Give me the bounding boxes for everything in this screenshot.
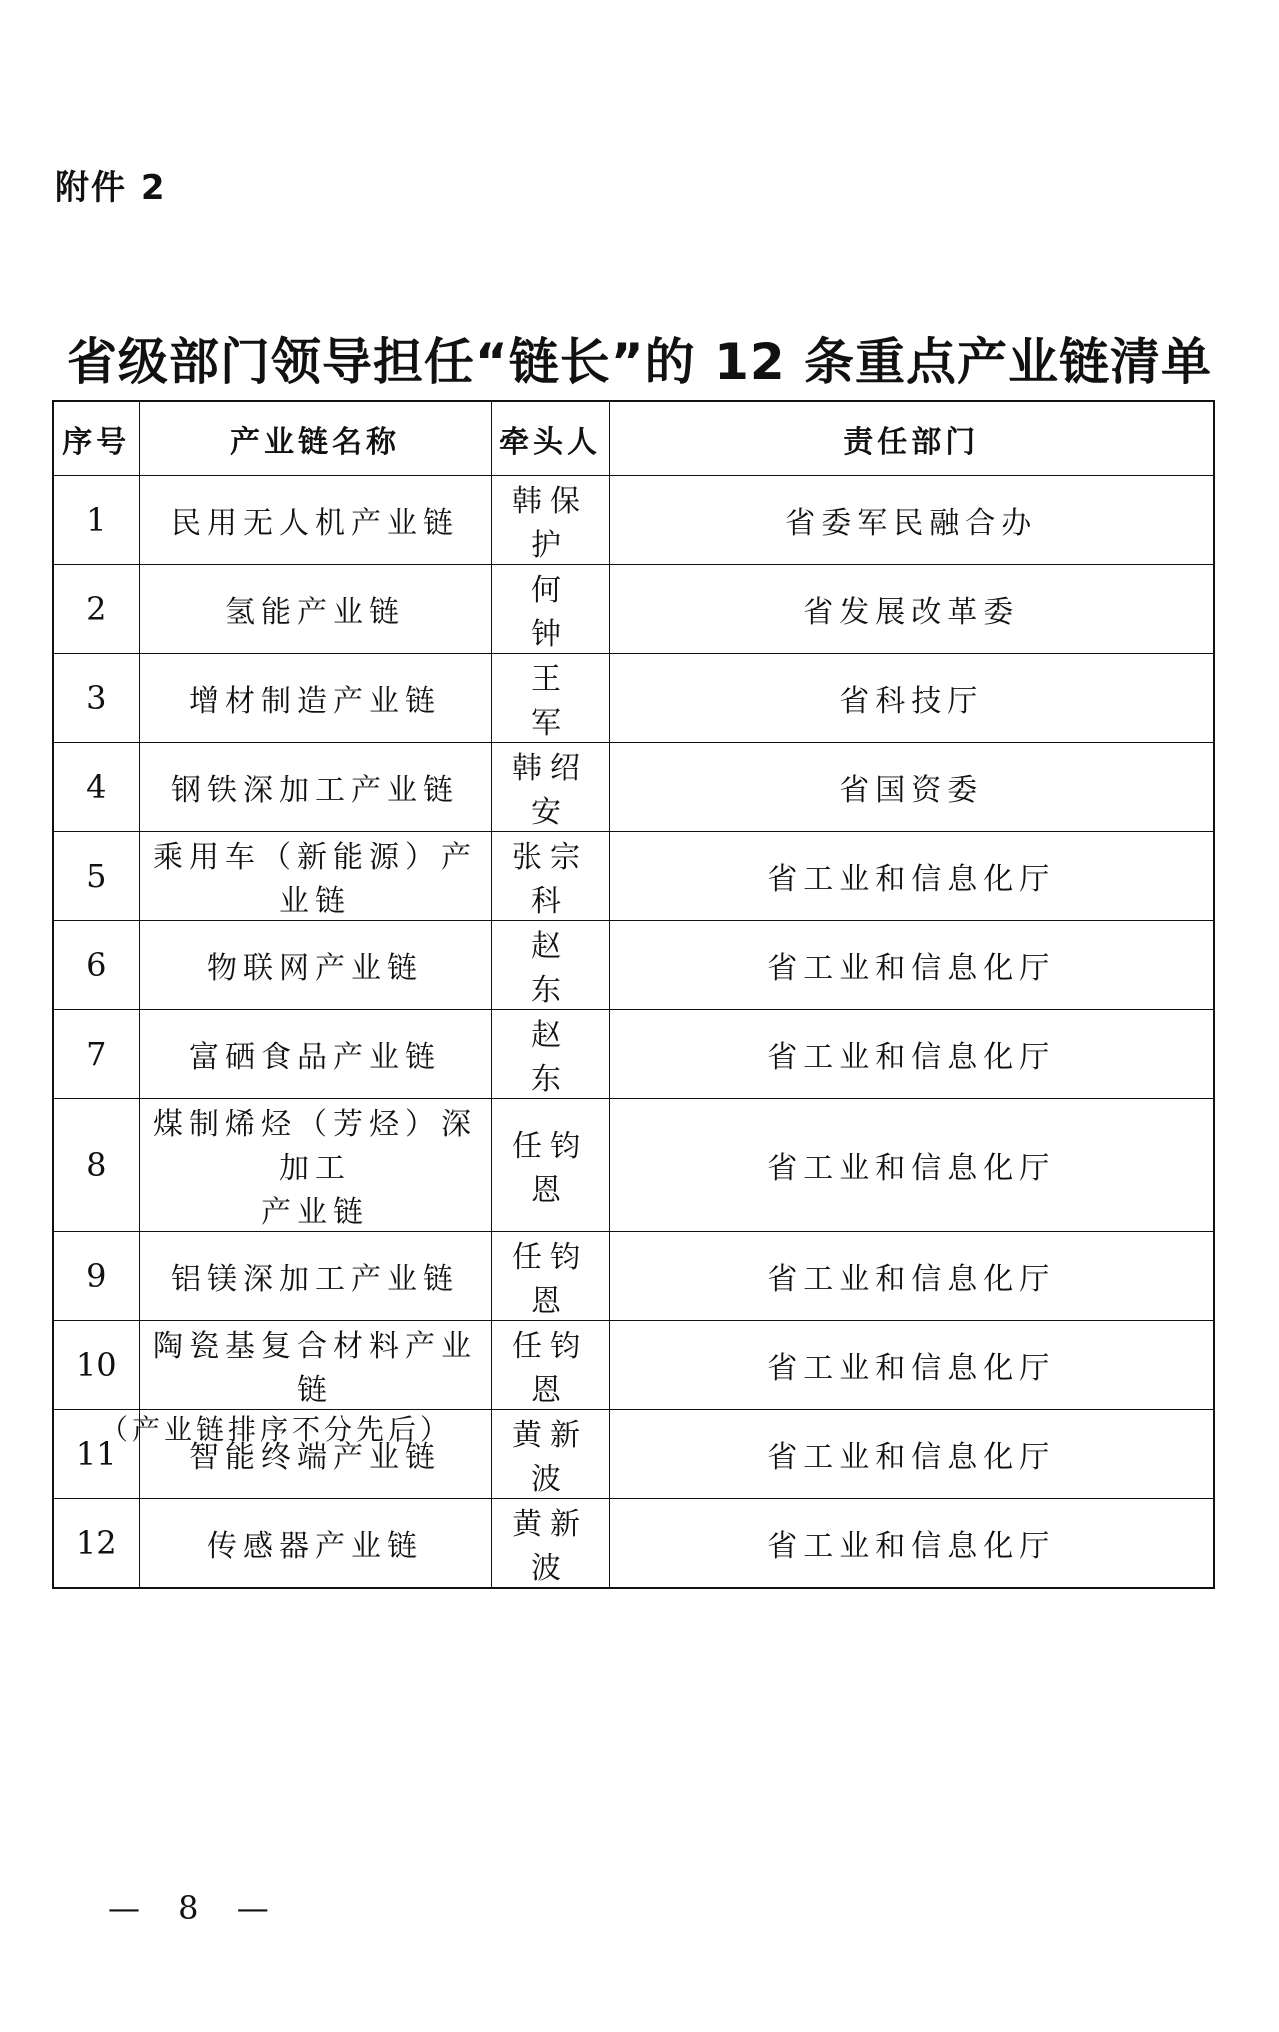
row-department: 省国资委	[609, 743, 1214, 832]
header-chain-name: 产业链名称	[139, 401, 491, 476]
row-seq: 1	[53, 476, 139, 565]
row-lead: 张宗科	[491, 832, 609, 921]
row-lead: 赵 东	[491, 1010, 609, 1099]
row-lead: 韩保护	[491, 476, 609, 565]
row-department: 省发展改革委	[609, 565, 1214, 654]
row-seq: 6	[53, 921, 139, 1010]
row-chain-name-line1: 煤制烯烃（芳烃）深加工	[153, 1107, 477, 1186]
table-row	[53, 654, 1214, 743]
page-number: — 8 —	[108, 1889, 283, 1927]
row-seq: 7	[53, 1010, 139, 1099]
row-chain-name: 氢能产业链	[139, 565, 491, 654]
table-row	[53, 1499, 1214, 1589]
row-chain-name: 铝镁深加工产业链	[139, 1232, 491, 1321]
row-chain-name: 乘用车（新能源）产业链	[139, 832, 491, 921]
row-chain-name: 陶瓷基复合材料产业链	[139, 1321, 491, 1410]
document-title: 省级部门领导担任“链长”的 12 条重点产业链清单	[66, 333, 1213, 391]
header-department: 责任部门	[609, 401, 1214, 476]
ordering-note: （产业链排序不分先后）	[100, 1413, 453, 1446]
row-seq: 9	[53, 1232, 139, 1321]
table-row	[53, 921, 1214, 1010]
row-lead: 任钧恩	[491, 1099, 609, 1232]
table-row	[53, 832, 1214, 921]
row-department: 省委军民融合办	[609, 476, 1214, 565]
row-seq: 2	[53, 565, 139, 654]
row-seq: 5	[53, 832, 139, 921]
row-chain-name-line2: 产业链	[261, 1195, 369, 1230]
row-department: 省工业和信息化厅	[609, 1099, 1214, 1232]
table-row	[53, 476, 1214, 565]
row-lead: 韩绍安	[491, 743, 609, 832]
row-chain-name: 钢铁深加工产业链	[139, 743, 491, 832]
row-department: 省工业和信息化厅	[609, 1232, 1214, 1321]
table-row	[53, 1232, 1214, 1321]
row-department: 省科技厅	[609, 654, 1214, 743]
row-seq: 4	[53, 743, 139, 832]
header-lead: 牵头人	[491, 401, 609, 476]
table-row	[53, 743, 1214, 832]
row-seq: 8	[53, 1099, 139, 1232]
row-chain-name	[139, 1099, 491, 1232]
row-department: 省工业和信息化厅	[609, 1499, 1214, 1589]
row-department: 省工业和信息化厅	[609, 1321, 1214, 1410]
row-department: 省工业和信息化厅	[609, 921, 1214, 1010]
table-row	[53, 565, 1214, 654]
row-lead: 任钧恩	[491, 1321, 609, 1410]
row-chain-name: 民用无人机产业链	[139, 476, 491, 565]
row-lead: 王 军	[491, 654, 609, 743]
row-seq: 11	[53, 1410, 139, 1499]
row-lead: 黄新波	[491, 1410, 609, 1499]
row-lead: 任钧恩	[491, 1232, 609, 1321]
row-seq: 12	[53, 1499, 139, 1589]
row-seq: 10	[53, 1321, 139, 1410]
row-chain-name: 增材制造产业链	[139, 654, 491, 743]
row-lead: 黄新波	[491, 1499, 609, 1589]
table-header-row	[53, 401, 1214, 476]
row-lead: 何 钟	[491, 565, 609, 654]
header-seq: 序号	[53, 401, 139, 476]
attachment-label: 附件 2	[55, 168, 167, 208]
row-lead: 赵 东	[491, 921, 609, 1010]
row-department: 省工业和信息化厅	[609, 1410, 1214, 1499]
table-row	[53, 1099, 1214, 1232]
table-row	[53, 1321, 1214, 1410]
table-row	[53, 1010, 1214, 1099]
row-chain-name: 传感器产业链	[139, 1499, 491, 1589]
row-department: 省工业和信息化厅	[609, 832, 1214, 921]
row-chain-name: 智能终端产业链	[139, 1410, 491, 1499]
row-seq: 3	[53, 654, 139, 743]
row-chain-name: 富硒食品产业链	[139, 1010, 491, 1099]
row-department: 省工业和信息化厅	[609, 1010, 1214, 1099]
row-chain-name: 物联网产业链	[139, 921, 491, 1010]
